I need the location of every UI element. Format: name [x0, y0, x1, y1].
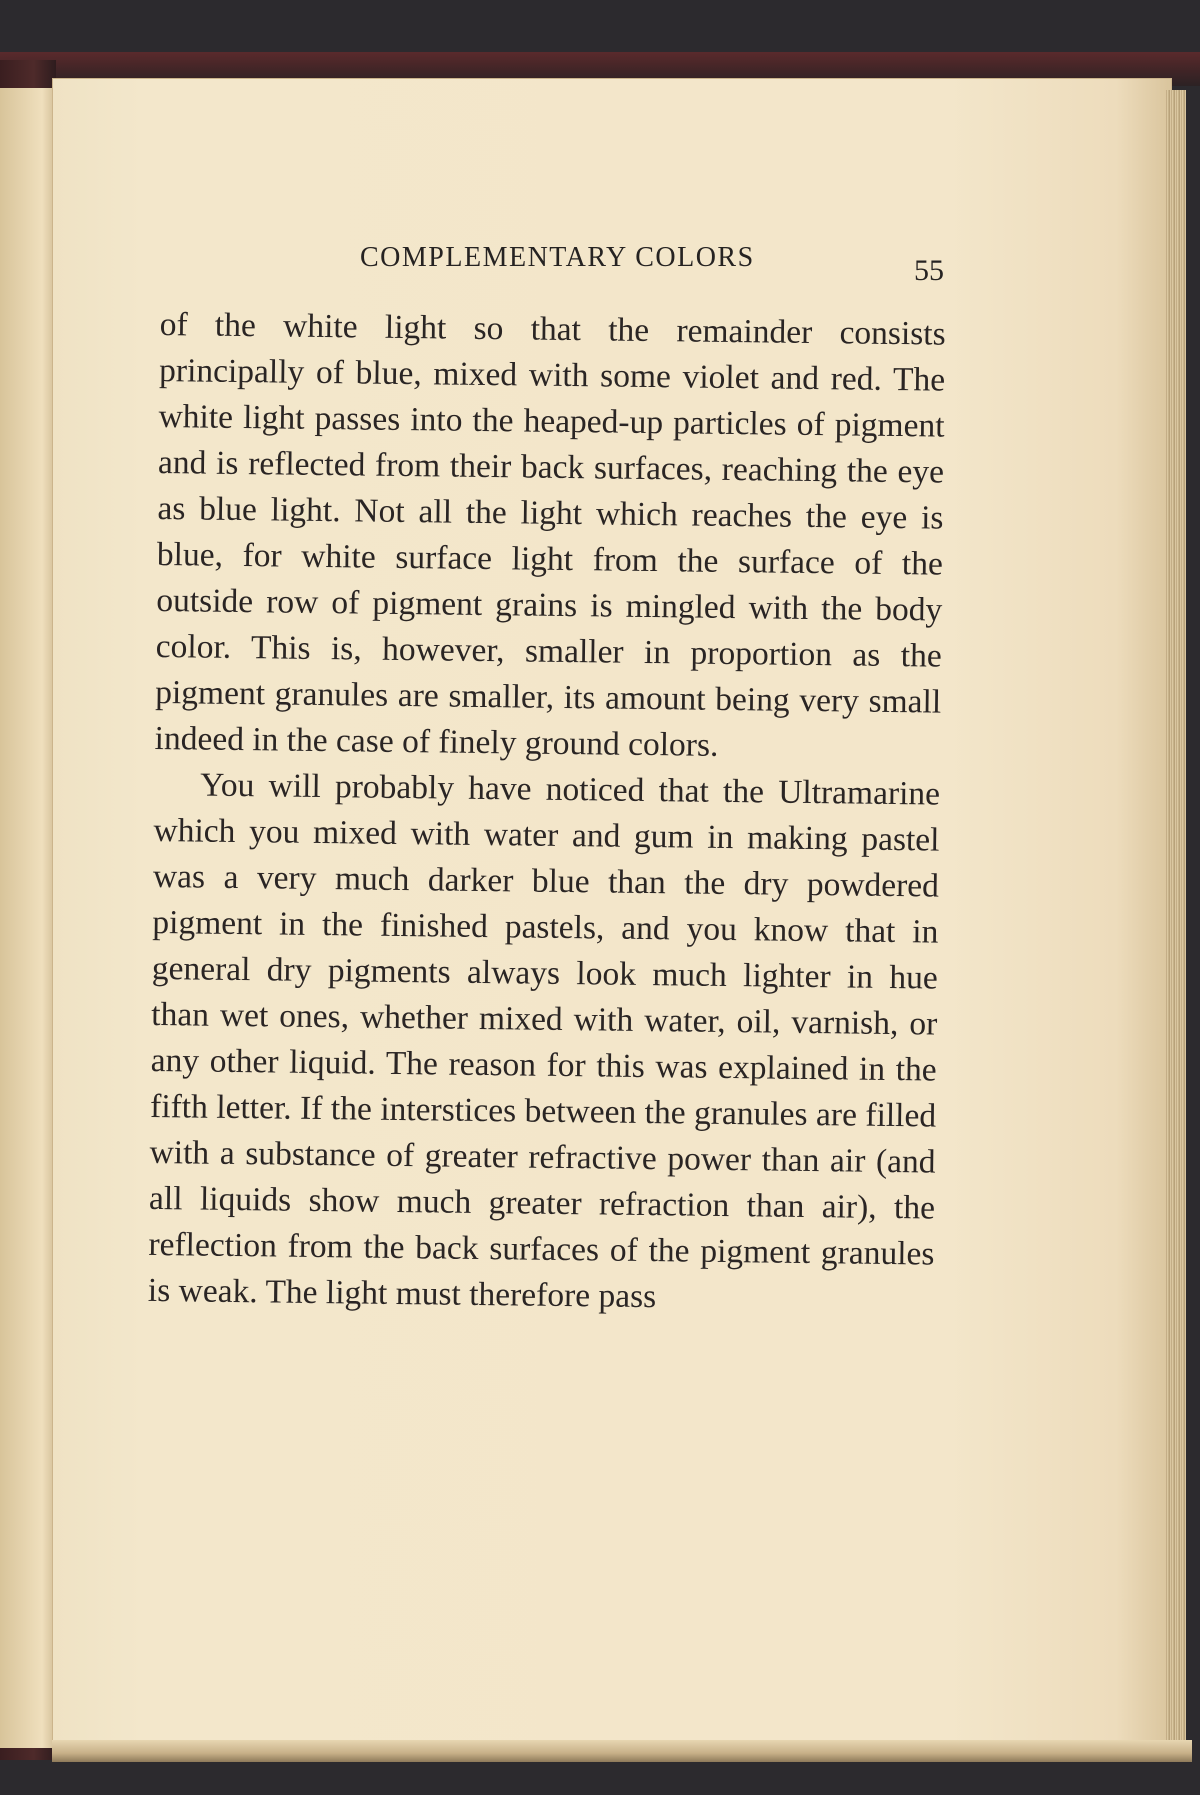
body-text	[148, 302, 946, 1324]
paragraph: You will probably have noticed that the Ultramarine which you mixed with water and gum in making pastel was a very much darker blue than the dry powdered pigment in the finished pastels, and you know that in general dry pigments always look much lighter in hue than wet ones, whether mixed with water, oil, varnish, or any other liquid. The reason for this was explained in the fifth letter. If the interstices between the granules are filled with a substance of greater refractive power than air (and all liquids show much greater refraction than air), the reflection from the back surfaces of the pigment granules is weak. The light must therefore pass	[147, 766, 941, 1316]
page-bottom-edge	[52, 1740, 1192, 1762]
page-gutter	[0, 88, 60, 1748]
page-header	[150, 236, 950, 296]
page-number: 55	[914, 254, 944, 287]
running-title: COMPLEMENTARY COLORS	[360, 242, 755, 273]
paragraph: of the white light so that the remainder consists principally of blue, mixed with some violet and red. The white light passes into the heaped-up particles of pigment and is reflected from their back surfaces, reaching the eye as blue light. Not all the light which reaches the eye is blue, for white surface light from the surface of the outside row of pigment grains is mingled with the body color. This is, however, smaller in proportion as the pigment granules are smaller, its amount being very small indeed in the case of finely ground colors.	[154, 305, 946, 764]
page-fore-edge	[1166, 90, 1186, 1750]
